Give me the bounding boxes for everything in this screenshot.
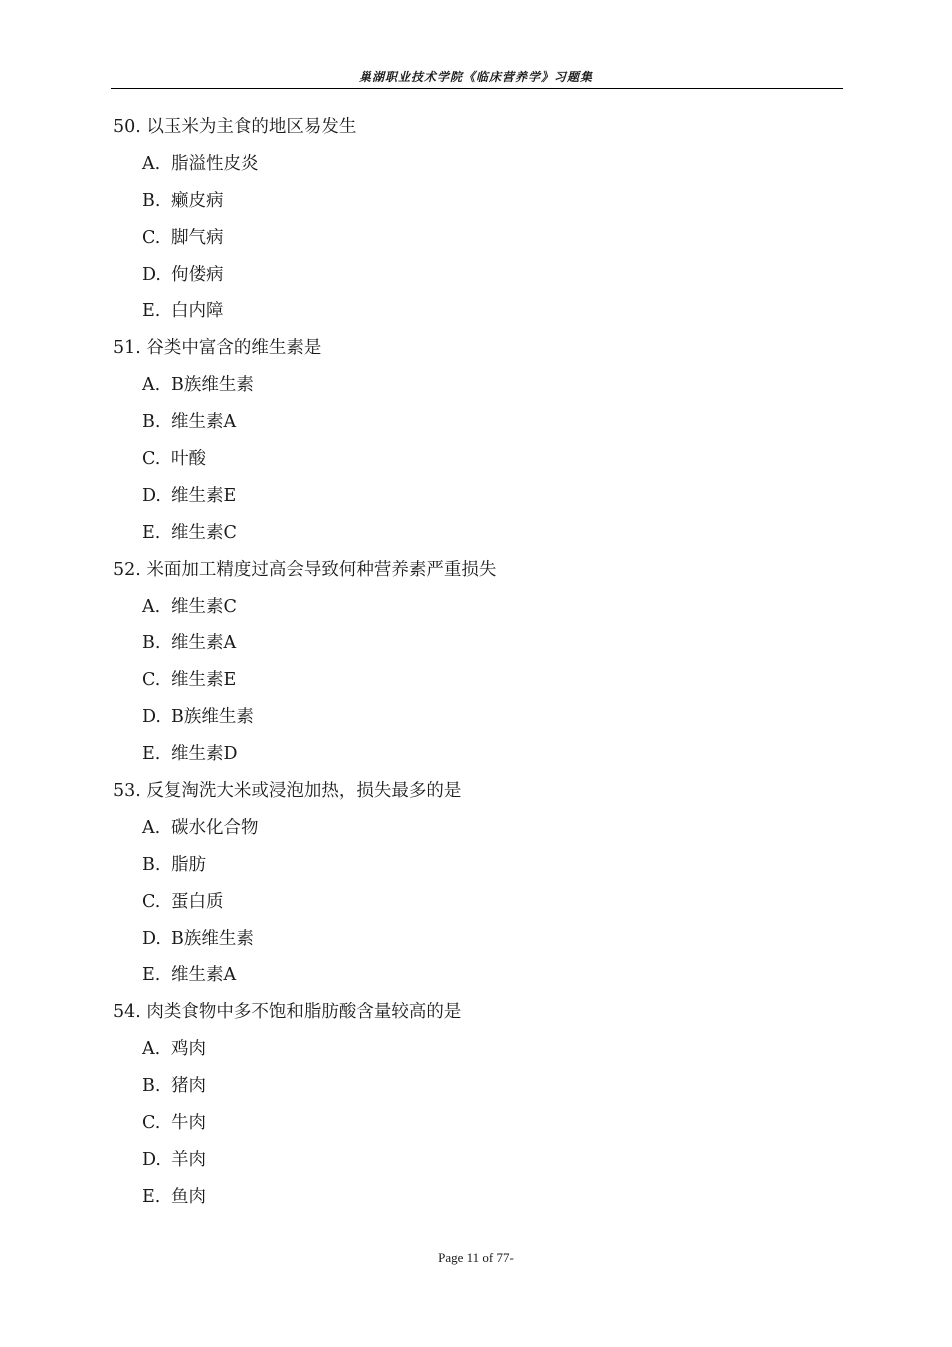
option-e [113,1182,833,1219]
question-number: 53. [113,781,141,802]
option-b [113,186,833,223]
header-divider [111,88,843,89]
option-letter: B. [142,190,161,211]
option-text: 猪肉 [171,1076,206,1097]
option-text: B族维生素 [171,375,254,396]
question-53 [113,776,833,997]
question-stem [113,333,833,370]
option-b [113,850,833,887]
option-text: 脂溢性皮炎 [171,153,259,174]
option-d [113,481,833,518]
option-d [113,260,833,297]
option-d [113,702,833,739]
option-text: 蛋白质 [171,891,224,912]
option-text: 维生素A [171,965,237,986]
option-letter: E. [142,1186,161,1207]
option-e [113,296,833,333]
option-d [113,1145,833,1182]
option-text: 维生素D [171,744,238,765]
option-e [113,960,833,997]
question-text: 米面加工精度过高会导致何种营养素严重损失 [146,559,497,580]
question-text: 谷类中富含的维生素是 [146,338,322,359]
option-text: B族维生素 [171,928,254,949]
question-text: 以玉米为主食的地区易发生 [146,117,357,137]
option-text: B族维生素 [171,707,254,728]
option-text: 鸡肉 [171,1039,206,1060]
question-51 [113,333,833,554]
option-letter: B. [142,1076,161,1097]
option-letter: A. [142,375,161,396]
option-b [113,1071,833,1108]
option-text: 脚气病 [171,227,224,248]
option-text: 维生素C [171,596,237,617]
option-a [113,813,833,850]
option-b [113,628,833,665]
option-c [113,665,833,702]
option-c [113,887,833,924]
option-text: 脂肪 [171,854,206,875]
question-text: 肉类食物中多不饱和脂肪酸含量较高的是 [146,1002,462,1023]
option-text: 鱼肉 [171,1186,206,1207]
question-number: 54. [113,1002,141,1023]
question-54 [113,997,833,1218]
option-c [113,223,833,260]
option-letter: C. [142,891,161,912]
option-text: 维生素C [171,522,237,543]
option-c [113,444,833,481]
question-stem [113,776,833,813]
option-a [113,149,833,186]
page-number: Page 11 of 77- [438,1250,514,1265]
option-text: 维生素E [171,670,237,691]
option-letter: C. [142,227,161,248]
question-number: 50. [113,117,141,137]
option-text: 白内障 [171,301,224,322]
option-letter: B. [142,412,161,433]
option-letter: C. [142,670,161,691]
option-d [113,924,833,961]
question-52 [113,555,833,776]
question-stem [113,112,833,149]
question-number: 52. [113,559,141,580]
option-letter: D. [142,928,161,949]
option-text: 维生素A [171,633,237,654]
option-a [113,1034,833,1071]
option-letter: D. [142,264,161,285]
page-header-title: 巢湖职业技术学院《临床营养学》习题集 [358,70,593,84]
option-letter: C. [142,449,161,470]
option-letter: E. [142,965,161,986]
option-text: 牛肉 [171,1113,206,1134]
option-letter: D. [142,707,161,728]
option-a [113,592,833,629]
option-letter: D. [142,485,161,506]
option-letter: E. [142,522,161,543]
option-letter: B. [142,633,161,654]
question-50 [113,112,833,333]
question-number: 51. [113,338,141,359]
option-letter: A. [142,153,161,174]
option-text: 叶酸 [171,449,206,470]
option-c [113,1108,833,1145]
option-text: 维生素E [171,485,237,506]
question-stem [113,997,833,1034]
option-letter: C. [142,1113,161,1134]
option-text: 碳水化合物 [171,817,259,838]
option-letter: E. [142,744,161,765]
question-stem [113,555,833,592]
question-list [113,112,833,1219]
option-text: 羊肉 [171,1149,206,1170]
option-letter: B. [142,854,161,875]
option-letter: A. [142,817,161,838]
option-text: 维生素A [171,412,237,433]
option-letter: A. [142,1039,161,1060]
option-text: 癞皮病 [171,190,224,211]
option-b [113,407,833,444]
option-e [113,739,833,776]
option-e [113,518,833,555]
option-letter: E. [142,301,161,322]
question-text: 反复淘洗大米或浸泡加热，损失最多的是 [146,781,462,802]
option-text: 佝偻病 [171,264,224,285]
option-letter: D. [142,1149,161,1170]
option-a [113,370,833,407]
option-letter: A. [142,596,161,617]
